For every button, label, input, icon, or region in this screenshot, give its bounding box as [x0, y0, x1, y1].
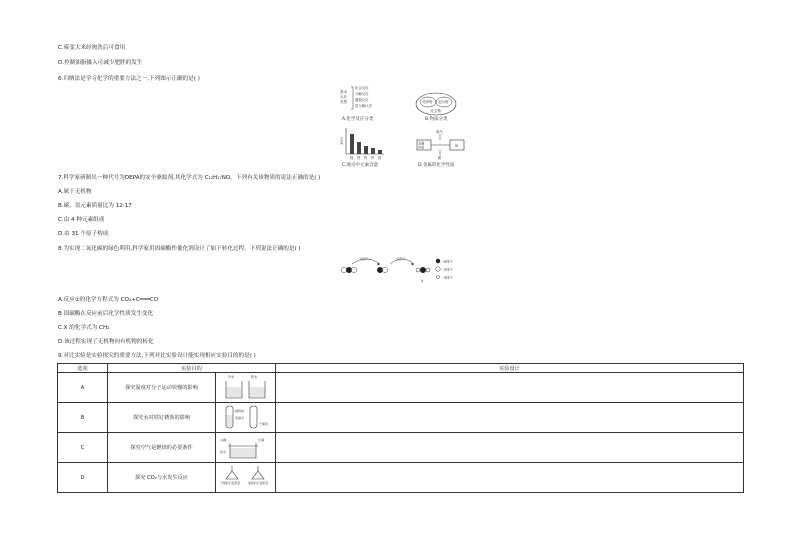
row-design — [276, 373, 744, 403]
svg-text:复分解反应: 复分解反应 — [355, 104, 372, 108]
q6-figure-a-caption: A.化学反应分类 — [342, 117, 374, 122]
row-design — [276, 403, 744, 433]
q6-figure-d-caption: D.金属的化学性质 — [418, 163, 455, 168]
q7-option-c: C.由 4 种元素组成 — [58, 217, 105, 223]
svg-text:反应①: 反应① — [360, 257, 370, 261]
svg-text:含: 含 — [340, 137, 344, 141]
svg-text:置换反应: 置换反应 — [355, 98, 369, 102]
svg-text:镁: 镁 — [350, 156, 354, 160]
table-header-row — [58, 364, 744, 373]
svg-text:热水: 热水 — [250, 375, 257, 379]
svg-text:蒸馏水: 蒸馏水 — [234, 416, 244, 420]
header-goal: 实验目的 — [108, 364, 276, 373]
q7-option-a: A.属于无机物 — [58, 189, 92, 195]
svg-text:化合反应: 化合反应 — [355, 86, 369, 90]
svg-text:盐: 盐 — [455, 143, 459, 148]
row-goal: 探究空气是燃烧的必要条件 — [108, 433, 216, 463]
svg-text:铁: 铁 — [357, 156, 361, 160]
svg-text:化合物: 化合物 — [431, 109, 441, 113]
svg-text:X: X — [421, 279, 424, 283]
svg-text:一碳原子: 一碳原子 — [441, 259, 454, 264]
row-goal: 探究水对铁钉锈蚀的影响 — [108, 403, 216, 433]
beaker-pair-diagram — [218, 373, 274, 400]
row-design — [276, 463, 744, 493]
svg-text:植物油: 植物油 — [234, 409, 244, 413]
svg-text:湿润的石蕊纸花: 湿润的石蕊纸花 — [247, 481, 268, 485]
table-row — [58, 433, 744, 463]
svg-text:纯净物: 纯净物 — [422, 100, 433, 104]
row-option: A — [58, 373, 108, 403]
row-option: C — [58, 433, 108, 463]
q8-stem: 8.为实现二氧化碳的绿色利用,科学家用固碳酶作催化剂设计了如下转化过程。下列说法正确的是( ) — [58, 246, 301, 252]
svg-text:类型: 类型 — [340, 100, 347, 104]
row-apparatus — [216, 403, 276, 433]
svg-text:热水: 热水 — [219, 450, 226, 454]
q6-figure-c-caption: C.地壳中元素含量 — [342, 163, 379, 168]
q5-option-c: C.霉变大米经淘洗后可食用 — [58, 45, 126, 51]
svg-text:酸: 酸 — [438, 156, 442, 160]
q6-figure-c — [340, 126, 386, 162]
svg-text:红磷: 红磷 — [257, 438, 264, 442]
q8-option-a: A.反应①的化学方程式为 CO₂+C═══CO — [58, 297, 159, 303]
q9-stem: 9.对比实验是实验探究的重要方法,下列对比实验设计能实现相应实验目的的是( ) — [58, 353, 256, 359]
svg-text:白磷: 白磷 — [219, 438, 226, 442]
svg-text:氧气: 氧气 — [436, 130, 443, 134]
row-apparatus — [216, 433, 276, 463]
row-option: B — [58, 403, 108, 433]
row-goal: 探究 CO₂与水发生反应 — [108, 463, 216, 493]
svg-text:锌: 锌 — [371, 156, 375, 160]
row-goal: 探究温度对分子运动快慢的影响 — [108, 373, 216, 403]
svg-text:干燥的石蕊纸花: 干燥的石蕊纸花 — [219, 481, 240, 485]
q8-reaction-diagram — [338, 252, 458, 286]
q9-experiment-table — [57, 363, 744, 493]
header-design: 实验设计 — [276, 364, 744, 373]
table-row — [58, 373, 744, 403]
q5-option-d: D.控制油脂摄入可减少肥胖的发生 — [58, 60, 143, 66]
table-row — [58, 403, 744, 433]
svg-text:基本: 基本 — [340, 90, 347, 94]
q7-stem: 7.科学家研制出一种代号为DEPA的安全驱蚊剂,其化学式为 C₁₂H₁₇NO。下列有关该物质的说法正确的是( ) — [58, 175, 321, 181]
row-apparatus — [216, 463, 276, 493]
q6-figure-d — [412, 128, 468, 162]
svg-text:干燥剂: 干燥剂 — [258, 422, 268, 426]
svg-text:冷水: 冷水 — [227, 375, 234, 379]
svg-text:一氧原子: 一氧原子 — [441, 267, 454, 272]
svg-text:单质: 单质 — [418, 145, 425, 150]
svg-text:量: 量 — [340, 141, 344, 145]
q6-stem: 6.归纳法是学习化学的重要方法之一,下列图示正确的是( ) — [58, 76, 200, 82]
svg-text:钠: 钠 — [378, 156, 382, 160]
svg-text:分解反应: 分解反应 — [355, 92, 369, 96]
svg-text:反应②: 反应② — [396, 257, 406, 261]
svg-text:反应: 反应 — [340, 95, 347, 99]
svg-text:钙: 钙 — [364, 156, 368, 160]
test-tube-diagram — [218, 403, 274, 430]
svg-text:混合物: 混合物 — [438, 100, 449, 104]
row-design — [276, 433, 744, 463]
q8-option-b: B.固碳酶在反应前后化学性质发生变化 — [58, 311, 154, 317]
row-option: D — [58, 463, 108, 493]
flask-pair-diagram — [218, 463, 274, 490]
q8-option-c: C.X 的化学式为 CH₂ — [58, 325, 110, 331]
q6-figure-b — [415, 92, 457, 116]
table-row — [58, 463, 744, 493]
svg-text:一氢原子: 一氢原子 — [441, 275, 454, 280]
q7-option-b: B.碳、氢元素质量比为 12:17 — [58, 203, 132, 209]
svg-text:金属: 金属 — [418, 141, 425, 146]
header-option: 选项 — [58, 364, 108, 373]
q6-figure-b-caption: B.物质分类 — [425, 117, 448, 122]
row-apparatus — [216, 373, 276, 403]
q8-option-d: D.该过程实现了无机物向有机物的转化 — [58, 339, 154, 345]
q7-option-d: D.由 31 个原子构成 — [58, 231, 109, 237]
combustion-diagram — [218, 433, 274, 460]
